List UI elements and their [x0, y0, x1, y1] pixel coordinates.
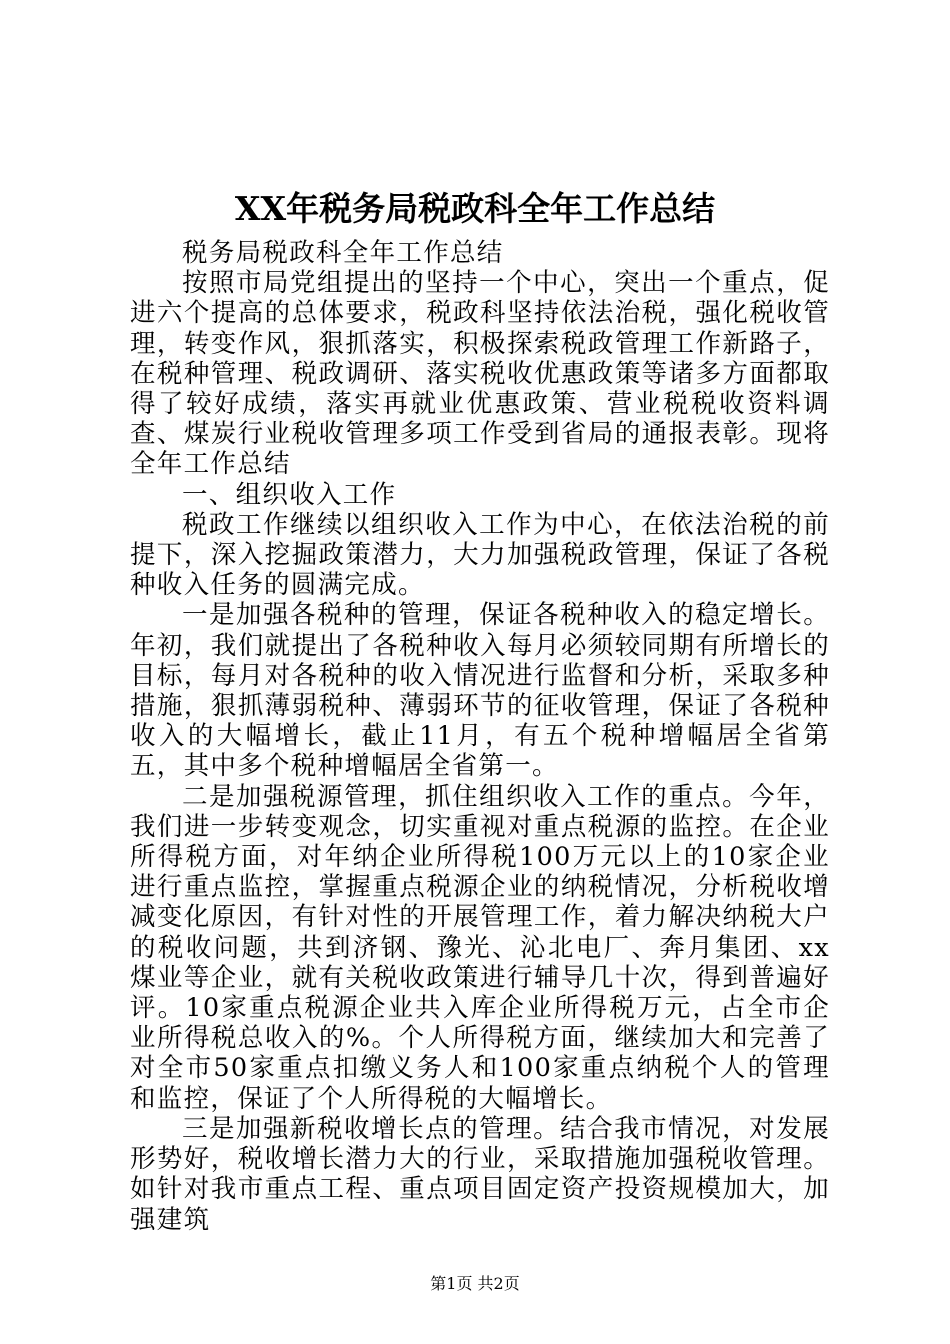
subtitle-paragraph: 税务局税政科全年工作总结 [182, 238, 504, 268]
intro-paragraph: 按照市局党组提出的坚持一个中心，突出一个重点，促进六个提高的总体要求，税政科坚持依法治税，强化税收管理，转变作风，狠抓落实，积极探索税政管理工作新路子，在税种管理、税政调研、落实税收优惠政策等诸多方面都取得了较好成绩，落实再就业优惠政策、营业税税收资料调查、煤炭行业税收管理多项工作受到省局的通报表彰。现将全年工作总结 [130, 268, 830, 480]
body-paragraph: 二是加强税源管理，抓住组织收入工作的重点。今年，我们进一步转变观念，切实重视对重点税源的监控。在企业所得税方面，对年纳企业所得税100万元以上的10家企业进行重点监控，掌握重点税源企业的纳税情况，分析税收增减变化原因，有针对性的开展管理工作，着力解决纳税大户的税收问题，共到济钢、豫光、沁北电厂、奔月集团、xx煤业等企业，就有关税收政策进行辅导几十次，得到普遍好评。10家重点税源企业共入库企业所得税万元，占全市企业所得税总收入的%。个人所得税方面，继续加大和完善了对全市50家重点扣缴义务人和100家重点纳税个人的管理和监控，保证了个人所得税的大幅增长。 [130, 781, 830, 1114]
body-paragraph: 税政工作继续以组织收入工作为中心，在依法治税的前提下，深入挖掘政策潜力，大力加强税政管理，保证了各税种收入任务的圆满完成。 [130, 509, 830, 601]
body-paragraph: 一是加强各税种的管理，保证各税种收入的稳定增长。年初，我们就提出了各税种收入每月必须较同期有所增长的目标，每月对各税种的收入情况进行监督和分析，采取多种措施，狠抓薄弱税种、薄弱环节的征收管理，保证了各税种收入的大幅增长，截止11月，有五个税种增幅居全省第五，其中多个税种增幅居全省第一。 [130, 600, 830, 782]
body-paragraph: 三是加强新税收增长点的管理。结合我市情况，对发展形势好，税收增长潜力大的行业，采取措施加强税收管理。如针对我市重点工程、重点项目固定资产投资规模加大，加强建筑 [130, 1113, 830, 1235]
page-footer: 第1页 共2页 [430, 1274, 520, 1293]
document-body [130, 238, 830, 1235]
section-heading: 一、组织收入工作 [182, 479, 397, 510]
document-title: XX年税务局税政科全年工作总结 [234, 189, 716, 228]
